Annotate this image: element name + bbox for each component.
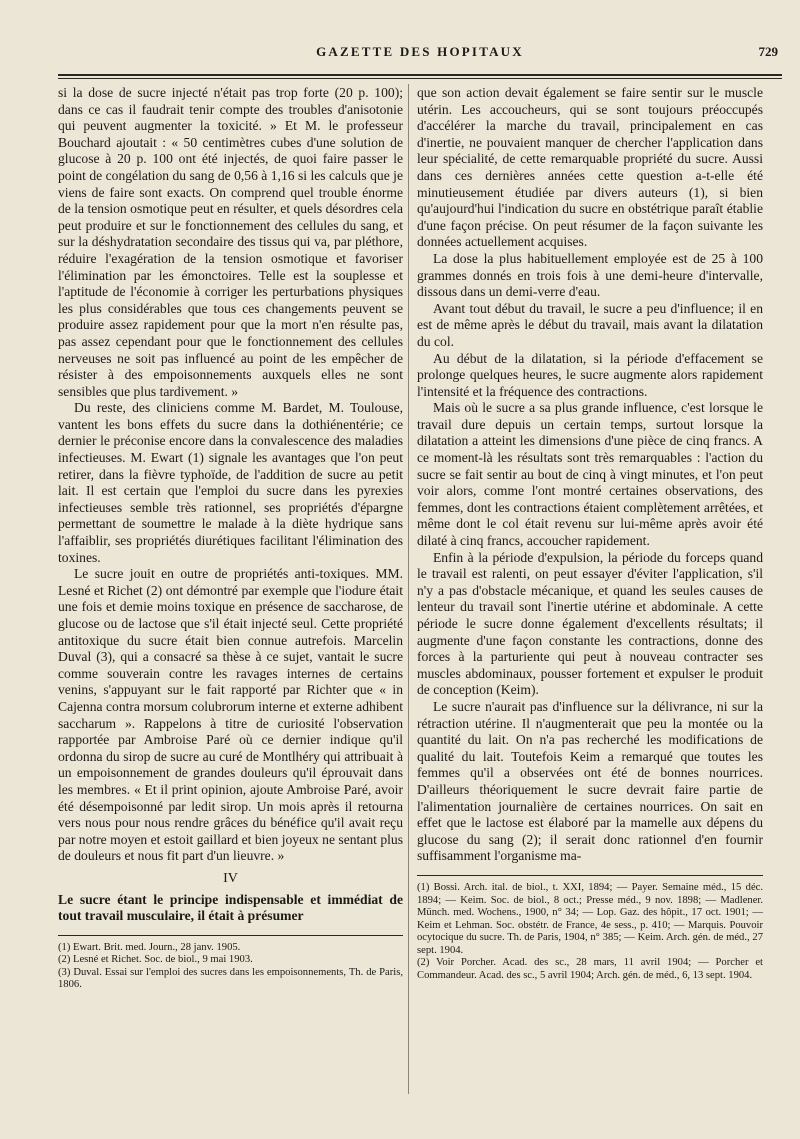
body-paragraph: Le sucre n'aurait pas d'influence sur la délivrance, ni sur la rétraction utérine. Il n'augmenterait que peu la montée ou la quantité du lait. On n'a pas recherché les modifications de qualité du lait. Toutefois Keim a remarqué que toutes les femmes qu'il a observées ont été de bonnes nourrices. D'ailleurs théoriquement le sucre devrait faire partie de l'alimentation journalière de certaines nourrices. On sait en effet que le lactose est élaboré par la mamelle aux dépens du glucose du sang (2); il serait donc rationnel d'en fournir suffisamment l'organisme ma- xyxy=(417,698,763,864)
footnotes xyxy=(417,882,763,983)
footnote: (1) Ewart. Brit. med. Journ., 28 janv. 1905. xyxy=(58,941,241,953)
column-divider xyxy=(408,84,409,1094)
section-number: IV xyxy=(223,870,238,886)
body-paragraph: Enfin à la période d'expulsion, la période du forceps quand le travail est ralenti, on peut essayer d'éviter l'application, s'il n'y a pas d'obstacle mécanique, et quand les seules causes de lenteur du travail sont l'inertie utérine et abdominale. A cette période le sucre donne également d'excellents résultats; il augmente d'une façon constante les contractions, donne des forces à la parturiente qui peut à nouveau contracter ses muscles abdominaux, pousser fortement et expulser le produit de conception (Keim). xyxy=(417,549,763,698)
footnote: (3) Duval. Essai sur l'emploi des sucres dans les empoisonnements, Th. de Paris, 1806. xyxy=(58,966,403,991)
body-paragraph: La dose la plus habituellement employée est de 25 à 100 grammes donnés en trois fois à une demi-heure d'intervalle, dissous dans un demi-verre d'eau. xyxy=(417,250,763,300)
footnote-separator xyxy=(58,935,403,936)
footnote-separator xyxy=(417,875,763,876)
header-rule xyxy=(58,74,782,76)
right-column xyxy=(417,85,763,983)
header-rule-thin xyxy=(58,78,782,79)
body-paragraph: Mais où le sucre a sa plus grande influence, c'est lorsque le travail dure depuis un certain temps, surtout lorsque la dilatation a atteint les dimensions d'une pièce de cinq francs. A ce moment-là les résultats sont très remarquables : l'action du sucre se fait sentir au bout de cinq à vingt minutes, et l'on peut voir alors, comme l'ont montré certaines observations, des femmes, dont les contractions étaient complètement arrêtées, et même dont le col était revenu sur lui-même après avoir été dilaté à cinq francs, accoucher rapidement. xyxy=(417,400,763,549)
page-header xyxy=(60,44,780,68)
body-paragraph: que son action devait également se faire sentir sur le muscle utérin. Les accoucheurs, qui se sont toujours préoccupés d'accélérer la marche du travail, principalement en cas d'inertie, ne pouvaient manquer de chercher l'application dans leur spécialité, de cette remarquable propriété du sucre. Aussi dans ces dernières années cette question a-t-elle été minutieusement étudiée par divers auteurs (1), si bien qu'aujourd'hui l'indication du sucre en obstétrique paraît établie d'une façon précise. On peut résumer de la façon suivante les données actuellement acquises. xyxy=(417,85,763,250)
section-heading: Le sucre étant le principe indispensable et immédiat de tout travail musculaire, il était à présumer xyxy=(58,891,403,924)
footnotes xyxy=(58,942,403,992)
body-paragraph: Avant tout début du travail, le sucre a peu d'influence; il en est de même après le début du travail, mais avant la dilatation du col. xyxy=(417,300,763,349)
body-paragraph: Au début de la dilatation, si la période d'effacement se prolonge quelques heures, le sucre augmente alors rapidement l'intensité et la fréquence des contractions. xyxy=(417,350,763,399)
footnote: (1) Bossi. Arch. ital. de biol., t. XXI, 1894; — Payer. Semaine méd., 15 déc. 1894; — Keim. Soc. de biol., 8 oct.; Presse méd., 9 nov. 1898; — Madlener. Münch. med. Wochens., 1900, n° 34; — Lop. Gaz. des hôpit., 17 oct. 1901; — Keim et Lehman. Soc. obstétr. de France, 4e sess., p. 410; — Marquis. Pouvoir ocytocique du sucre. Th. de Paris, 1904, n° 385; — Keim. Arch. gén. de méd., 27 sept. 1904. xyxy=(417,881,763,956)
footnote: (2) Voir Porcher. Acad. des sc., 28 mars, 11 avril 1904; — Porcher et Commandeur. Acad. des sc., 5 avril 1904; Arch. gén. de méd., 6, 13 sept. 1904. xyxy=(417,957,763,982)
body-paragraph: Le sucre jouit en outre de propriétés anti-toxiques. MM. Lesné et Richet (2) ont démontré par exemple que l'iodure était une fois et demie moins toxique en présence de saccharose, de glucose ou de lactose que s'il était injecté seul. Cette propriété antitoxique du sucre était bien connue autrefois. Marcelin Duval (3), qui a consacré sa thèse à ce sujet, vantait le sucre comme souverain contre les ravages internes de certains venins, s'appuyant sur le fait rapporté par Richter que « in Cajenna contra morsum colubrorum interne et externe adhibent saccharum ». Rappelons à titre de curiosité l'observation rapportée par Ambroise Paré où ce dernier indique qu'il ordonna du sirop de sucre au curé de Montlhéry qui attribuait à un empoisonnement de grandes douleurs qu'il éprouvait dans les membres. « Et il print opinion, ajoute Ambroise Paré, avoir été désempoisonné par ledit sirop. Un mois après il retourna vers nous pour nous rendre grâces du bénéfice qu'il avait reçu par notre moyen et estoit gaillard et bien joyeux ne sentant plus de douleurs et nous fit part d'un lieuvre. » xyxy=(58,566,403,864)
body-paragraph: Du reste, des cliniciens comme M. Bardet, M. Toulouse, vantent les bons effets du sucre dans la dothiénentérie; ce dernier le préconise encore dans la convalescence des maladies infectieuses. M. Ewart (1) signale les avantages que l'on peut retirer, dans la fièvre typhoïde, de l'addition de sucre au petit lait. Il est certain que l'emploi du sucre dans les pyrexies infectieuses semble très rationnel, ses propriétés d'épargne permettant de soumettre le malade à la diète hydrique sans l'affaiblir, ses propriétés diurétiques facilitant l'élimination des toxines. xyxy=(58,400,403,565)
footnote: (2) Lesné et Richet. Soc. de biol., 9 mai 1903. xyxy=(58,954,253,966)
running-title: GAZETTE DES HOPITAUX xyxy=(316,44,524,59)
page-number: 729 xyxy=(758,44,778,59)
body-paragraph: si la dose de sucre injecté n'était pas trop forte (20 p. 100); dans ce cas il faudrait tenir compte des troubles d'anisotonie qui peuvent augmenter la toxicité. » Et M. le professeur Bouchard ajoutait : « 50 centimètres cubes d'une solution de glucose à 20 p. 100 ont été injectés, de quoi faire passer le point de congélation du sang de 0,56 à 1,16 si les calculs que je viens de faire sont exacts. On comprend quel trouble énorme de la tension osmotique peut en résulter, et quels désordres cela peut produire et sur le fonctionnement des cellules du sang, et sur la déshydratation secondaire des tissus qui va, par pléthore, réduire l'exagération de la tension osmotique et favoriser l'élimination par les émonctoires. Telle est la souplesse et l'aptitude de l'économie à corriger les perturbations physiques les plus considérables que tous ces changements peuvent se produire assez rapidement pour que la mort n'en résulte pas, pas assez cependant pour que le fonctionnement des cellules nerveuses ne soit pas influencé au point de les empêcher de résister à des empoisonnements auxquels elles ne sont sensibles que plus tardivement. » xyxy=(58,85,403,399)
left-column xyxy=(58,85,403,992)
